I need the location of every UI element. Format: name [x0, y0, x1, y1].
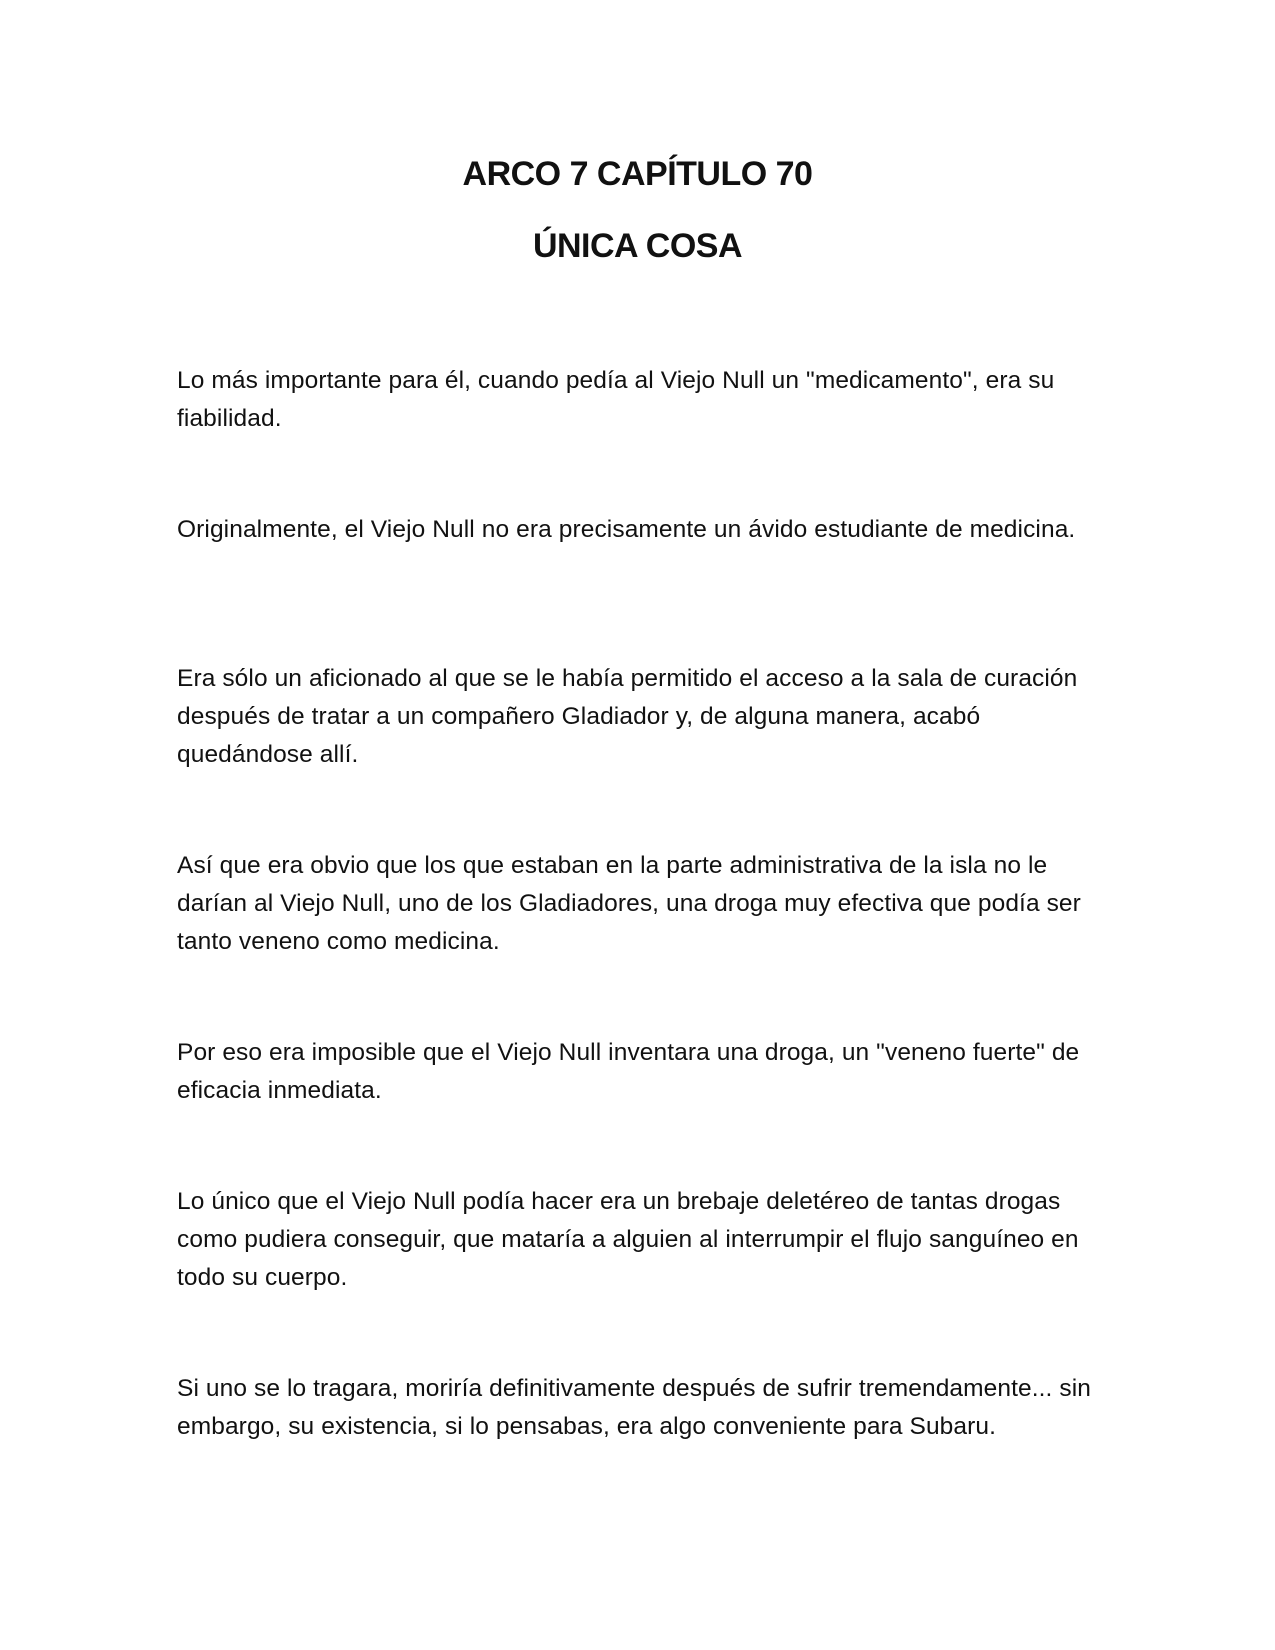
paragraph-1: Lo más importante para él, cuando pedía al Viejo Null un "medicamento", era su fiabilidad. [177, 367, 1055, 432]
paragraph-5: Por eso era imposible que el Viejo Null inventara una droga, un "veneno fuerte" de eficacia inmediata. [177, 1039, 1080, 1104]
chapter-title: ARCO 7 CAPÍTULO 70 [462, 155, 813, 193]
paragraph-2: Originalmente, el Viejo Null no era precisamente un ávido estudiante de medicina. [177, 516, 1076, 543]
paragraph-4: Así que era obvio que los que estaban en la parte administrativa de la isla no le darían al Viejo Null, uno de los Gladiadores, una droga muy efectiva que podía ser tanto veneno como medicina. [177, 852, 1081, 955]
chapter-body [177, 0, 1107, 1650]
paragraph-3: Era sólo un aficionado al que se le había permitido el acceso a la sala de curación después de tratar a un compañero Gladiador y, de alguna manera, acabó quedándose allí. [177, 665, 1078, 768]
paragraph-7: Si uno se lo tragara, moriría definitivamente después de sufrir tremendamente... sin embargo, su existencia, si lo pensabas, era algo conveniente para Subaru. [177, 1375, 1091, 1440]
paragraph-6: Lo único que el Viejo Null podía hacer era un brebaje deletéreo de tantas drogas como pudiera conseguir, que mataría a alguien al interrumpir el flujo sanguíneo en todo su cuerpo. [177, 1188, 1079, 1291]
chapter-subtitle: ÚNICA COSA [532, 227, 743, 265]
